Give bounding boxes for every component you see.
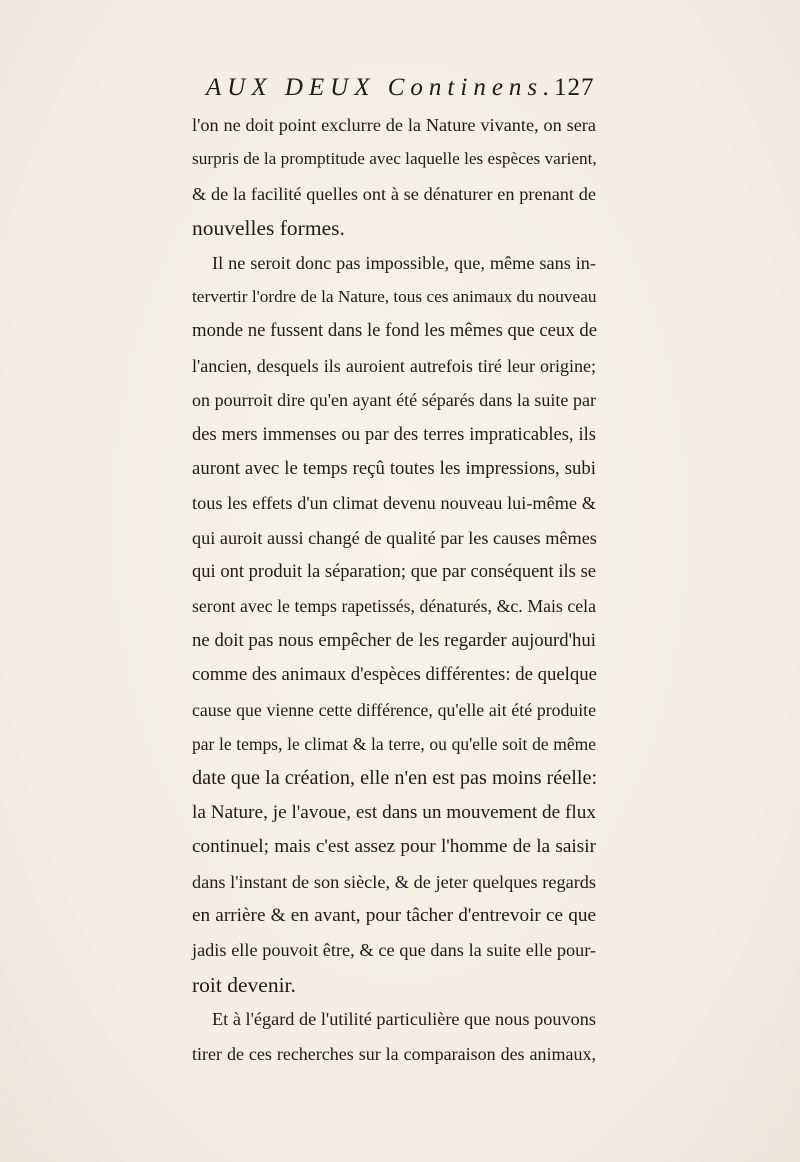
- text-line: seront avec le temps rapetissés, dénaturés, &c. Mais cela: [192, 596, 596, 617]
- text-line: nouvelles formes.: [192, 216, 345, 241]
- running-title: AUX DEUX Continens.: [206, 74, 556, 101]
- text-line: tous les effets d'un climat devenu nouveau lui-même &: [192, 493, 596, 514]
- text-line: jadis elle pouvoit être, & ce que dans la suite elle pour-: [192, 940, 596, 961]
- text-line: monde ne fussent dans le fond les mêmes que ceux de: [192, 320, 598, 342]
- text-line: Il ne seroit donc pas impossible, que, même sans in-: [212, 252, 596, 273]
- body-text: [192, 108, 596, 1071]
- text-line: par le temps, le climat & la terre, ou qu'elle soit de même: [192, 734, 596, 755]
- text-line: tervertir l'ordre de la Nature, tous ces animaux du nouveau: [192, 286, 597, 306]
- text-line: & de la facilité quelles ont à se dénaturer en prenant de: [192, 183, 596, 204]
- text-line: qui auroit aussi changé de qualité par les causes mêmes: [192, 527, 597, 548]
- text-line: auront avec le temps reçû toutes les impressions, subi: [192, 457, 596, 479]
- text-line: surpris de la promptitude avec laquelle les espèces varient,: [192, 149, 597, 169]
- text-line: des mers immenses ou par des terres impraticables, ils: [192, 424, 596, 445]
- text-line: la Nature, je l'avoue, est dans un mouvement de flux: [192, 801, 596, 823]
- text-line: roit devenir.: [192, 972, 296, 997]
- text-line: en arrière & en avant, pour tâcher d'entrevoir ce que: [192, 904, 596, 926]
- text-line: continuel; mais c'est assez pour l'homme de la saisir: [192, 836, 596, 858]
- text-line: date que la création, elle n'en est pas moins réelle:: [192, 767, 598, 790]
- text-line: cause que vienne cette différence, qu'elle ait été produite: [192, 699, 596, 720]
- text-line: ne doit pas nous empêcher de les regarder aujourd'hui: [192, 629, 596, 651]
- text-line: qui ont produit la séparation; que par conséquent ils se: [192, 562, 596, 583]
- text-line: l'on ne doit point exclurre de la Nature vivante, on sera: [192, 115, 596, 135]
- page-number: 127: [554, 74, 595, 101]
- text-line: dans l'instant de son siècle, & de jeter quelques regards: [192, 871, 596, 892]
- text-line: Et à l'égard de l'utilité particulière que nous pouvons: [212, 1009, 596, 1030]
- running-head: [206, 74, 606, 106]
- text-line: comme des animaux d'espèces différentes: de quelque: [192, 664, 597, 686]
- text-line: l'ancien, desquels ils auroient autrefois tiré leur origine;: [192, 355, 596, 376]
- text-line: tirer de ces recherches sur la comparaison des animaux,: [192, 1043, 596, 1064]
- text-line: on pourroit dire qu'en ayant été séparés dans la suite par: [192, 390, 596, 411]
